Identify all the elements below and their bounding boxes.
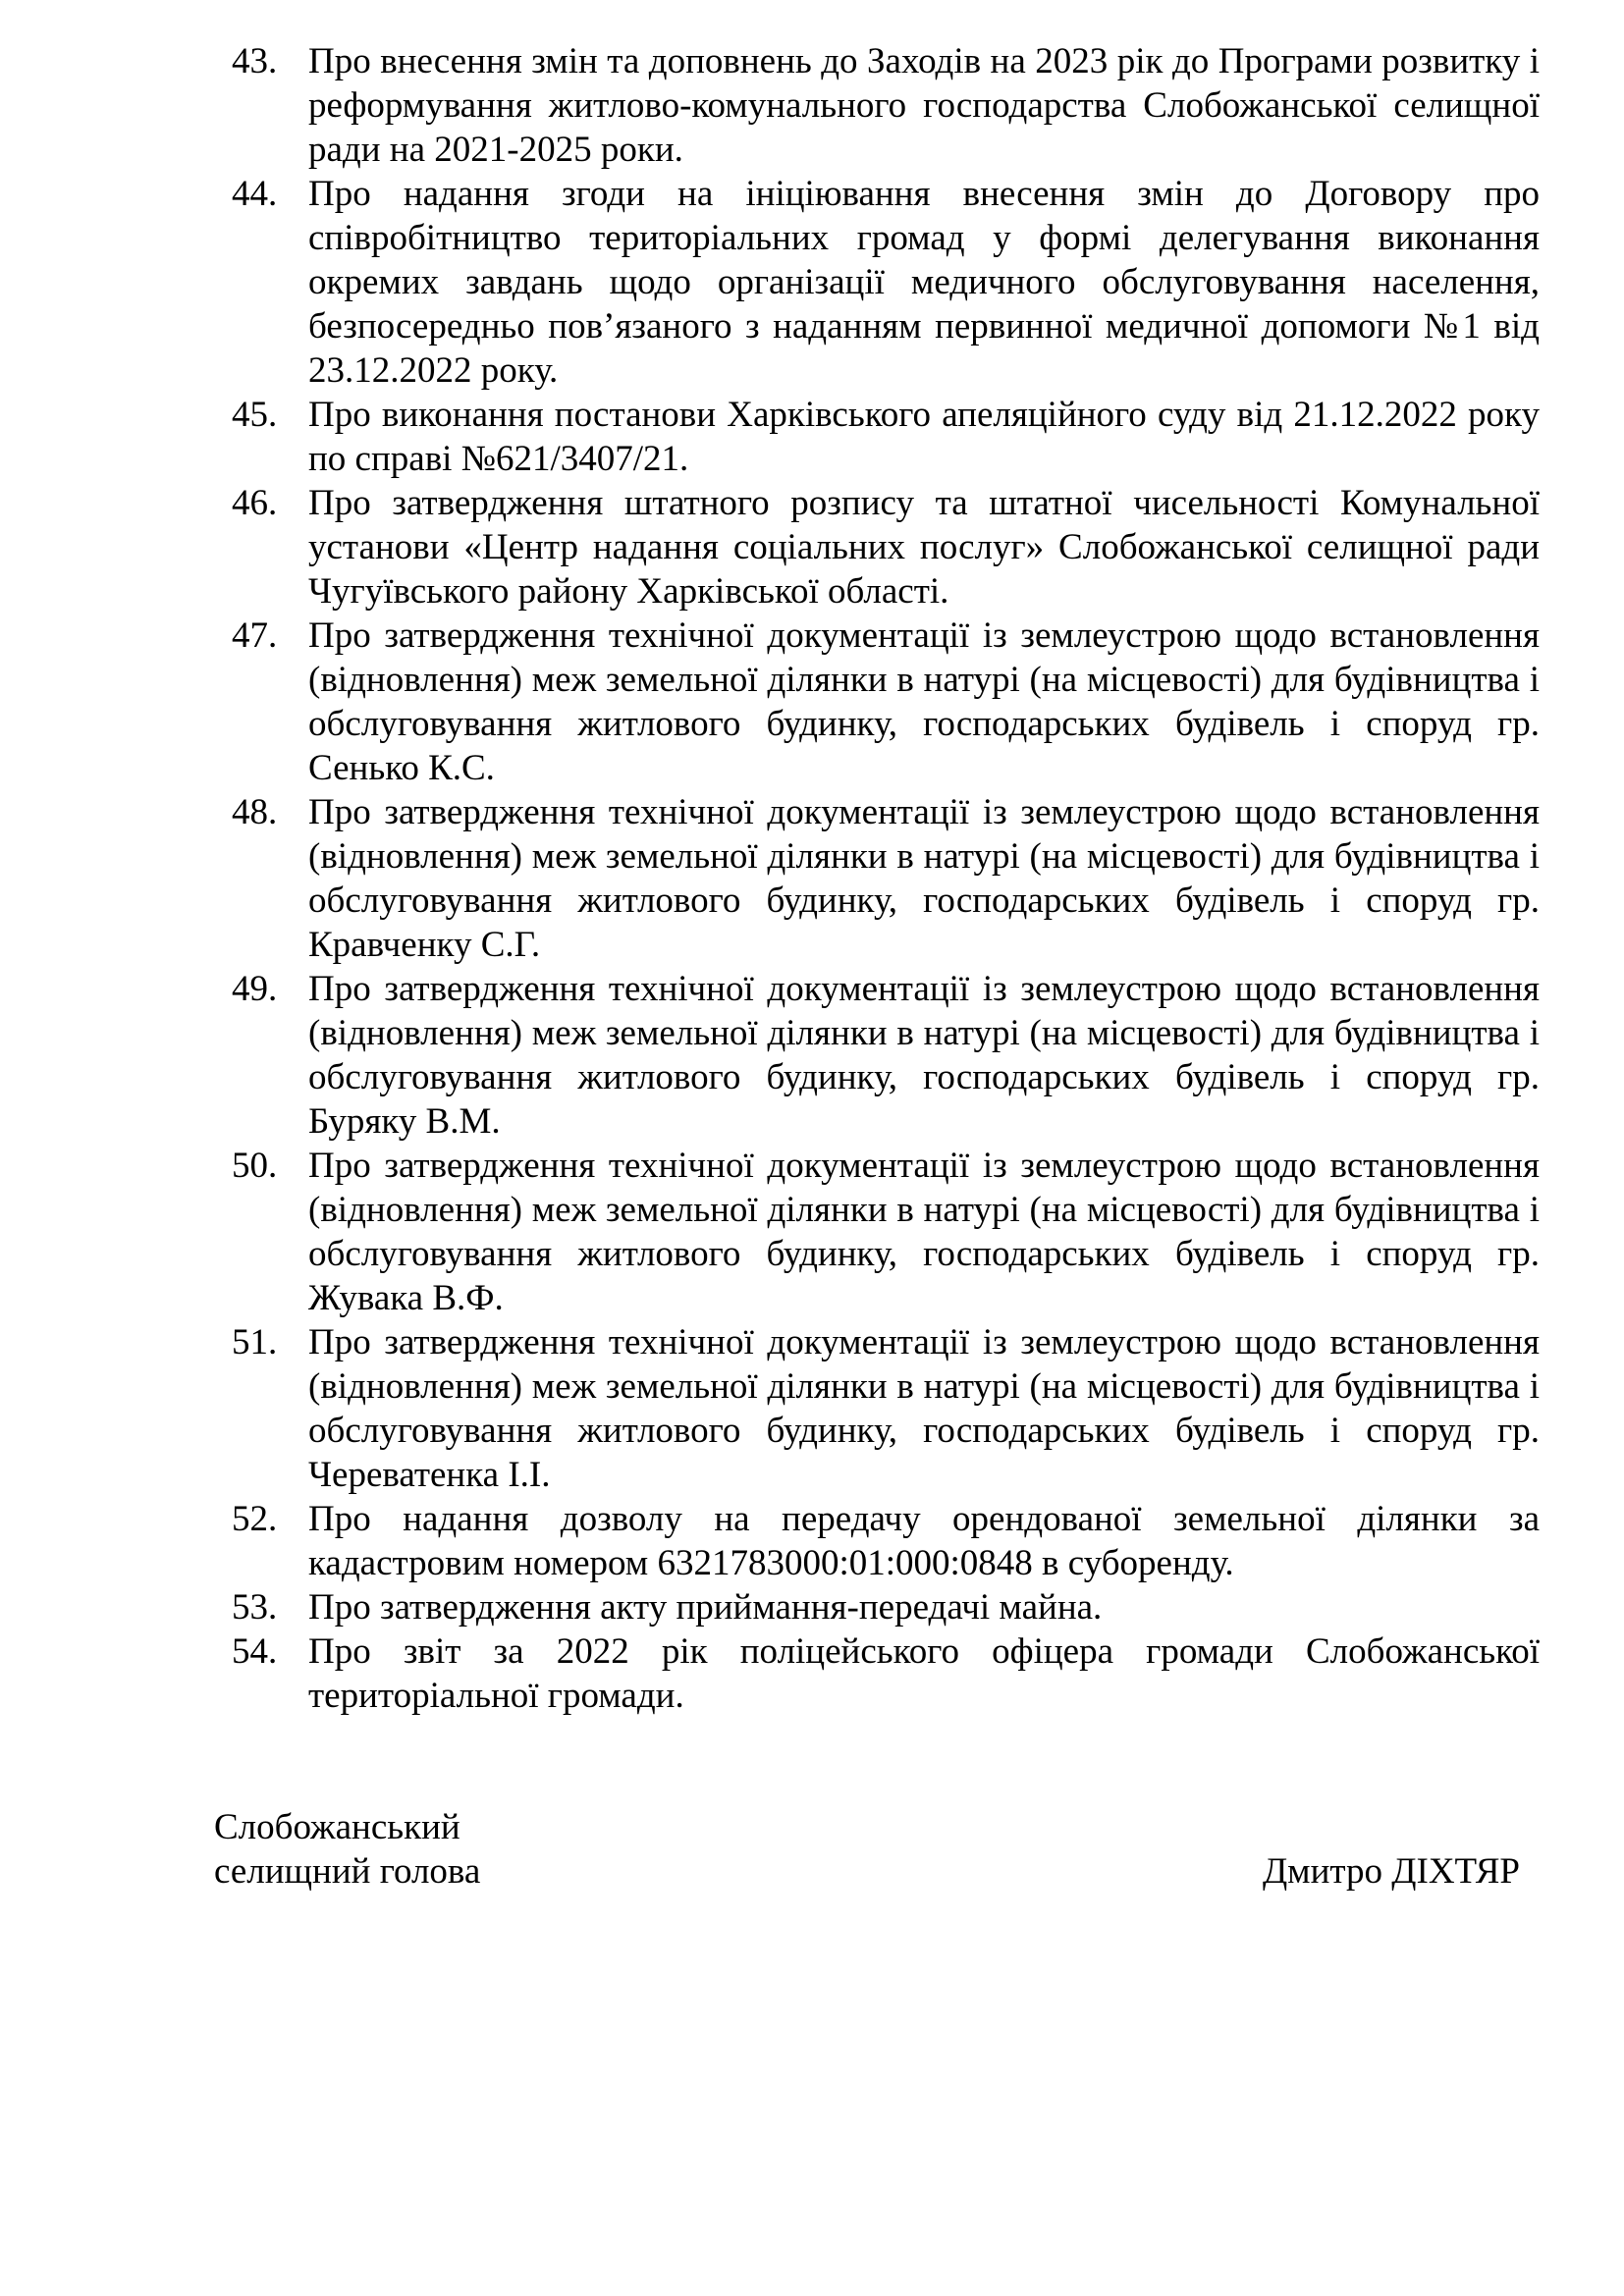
- agenda-item-text: Про затвердження штатного розпису та штатної чисельності Комунальної установи «Центр надання соціальних послуг» Слобожанської селищної ради Чугуївського району Харківської області.: [308, 483, 1540, 612]
- agenda-item-54: [232, 1629, 1540, 1718]
- agenda-item-48: [232, 790, 1540, 967]
- agenda-item-number: 48.: [232, 792, 278, 832]
- agenda-item-number: 47.: [232, 615, 278, 656]
- agenda-item-52: [232, 1497, 1540, 1585]
- agenda-item-number: 53.: [232, 1587, 278, 1628]
- agenda-item-text: Про надання дозволу на передачу орендованої земельної ділянки за кадастровим номером 6321783000:01:000:0848 в суборенду.: [308, 1499, 1540, 1583]
- agenda-item-number: 43.: [232, 41, 278, 81]
- agenda-item-text: Про затвердження технічної документації із землеустрою щодо встановлення (відновлення) меж земельної ділянки в натурі (на місцевості) для будівництва і обслуговування житлового будинку, господарських будівель і споруд гр. Буряку В.М.: [308, 969, 1540, 1142]
- agenda-item-text: Про внесення змін та доповнень до Заходів на 2023 рік до Програми розвитку і реформування житлово-комунального господарства Слобожанської селищної ради на 2021-2025 роки.: [308, 41, 1540, 170]
- agenda-item-text: Про виконання постанови Харківського апеляційного суду від 21.12.2022 року по справі №621/3407/21.: [308, 395, 1540, 479]
- agenda-item-text: Про звіт за 2022 рік поліцейського офіцера громади Слобожанської територіальної громади.: [308, 1631, 1540, 1716]
- agenda-item-51: [232, 1320, 1540, 1497]
- agenda-item-number: 51.: [232, 1322, 278, 1362]
- agenda-item-45: [232, 393, 1540, 481]
- agenda-item-text: Про затвердження технічної документації із землеустрою щодо встановлення (відновлення) меж земельної ділянки в натурі (на місцевості) для будівництва і обслуговування житлового будинку, господарських будівель і споруд гр. Череватенка І.І.: [308, 1322, 1540, 1495]
- agenda-item-47: [232, 614, 1540, 790]
- agenda-item-number: 46.: [232, 483, 278, 523]
- agenda-item-text: Про затвердження технічної документації із землеустрою щодо встановлення (відновлення) меж земельної ділянки в натурі (на місцевості) для будівництва і обслуговування житлового будинку, господарських будівель і споруд гр. Жувака В.Ф.: [308, 1146, 1540, 1318]
- agenda-item-44: [232, 172, 1540, 393]
- agenda-item-43: [232, 39, 1540, 172]
- agenda-item-number: 52.: [232, 1499, 278, 1539]
- agenda-item-53: [232, 1585, 1540, 1629]
- agenda-item-number: 54.: [232, 1631, 278, 1672]
- agenda-item-text: Про затвердження технічної документації із землеустрою щодо встановлення (відновлення) меж земельної ділянки в натурі (на місцевості) для будівництва і обслуговування житлового будинку, господарських будівель і споруд гр. Сенько К.С.: [308, 615, 1540, 788]
- signatory-position-line-1: Слобожанський: [214, 1807, 460, 1847]
- agenda-item-text: Про затвердження технічної документації із землеустрою щодо встановлення (відновлення) меж земельної ділянки в натурі (на місцевості) для будівництва і обслуговування житлового будинку, господарських будівель і споруд гр. Кравченку С.Г.: [308, 792, 1540, 965]
- agenda-item-number: 45.: [232, 395, 278, 435]
- agenda-item-text: Про надання згоди на ініціювання внесення змін до Договору про співробітництво територіальних громад у формі делегування виконання окремих завдань щодо організації медичного обслуговування населення, безпосередньо пов’язаного з наданням первинної медичної допомоги №1 від 23.12.2022 року.: [308, 174, 1540, 391]
- signatory-position-line-2: селищний голова: [214, 1851, 481, 1892]
- agenda-item-number: 44.: [232, 174, 278, 214]
- agenda-item-number: 50.: [232, 1146, 278, 1186]
- signature-block: [214, 1805, 1520, 1894]
- agenda-item-number: 49.: [232, 969, 278, 1009]
- agenda-item-46: [232, 481, 1540, 614]
- signatory-name: Дмитро ДІХТЯР: [1262, 1851, 1520, 1892]
- agenda-item-text: Про затвердження акту приймання-передачі майна.: [308, 1587, 1103, 1628]
- agenda-item-50: [232, 1144, 1540, 1320]
- agenda-list: [232, 39, 1540, 1718]
- agenda-item-49: [232, 967, 1540, 1144]
